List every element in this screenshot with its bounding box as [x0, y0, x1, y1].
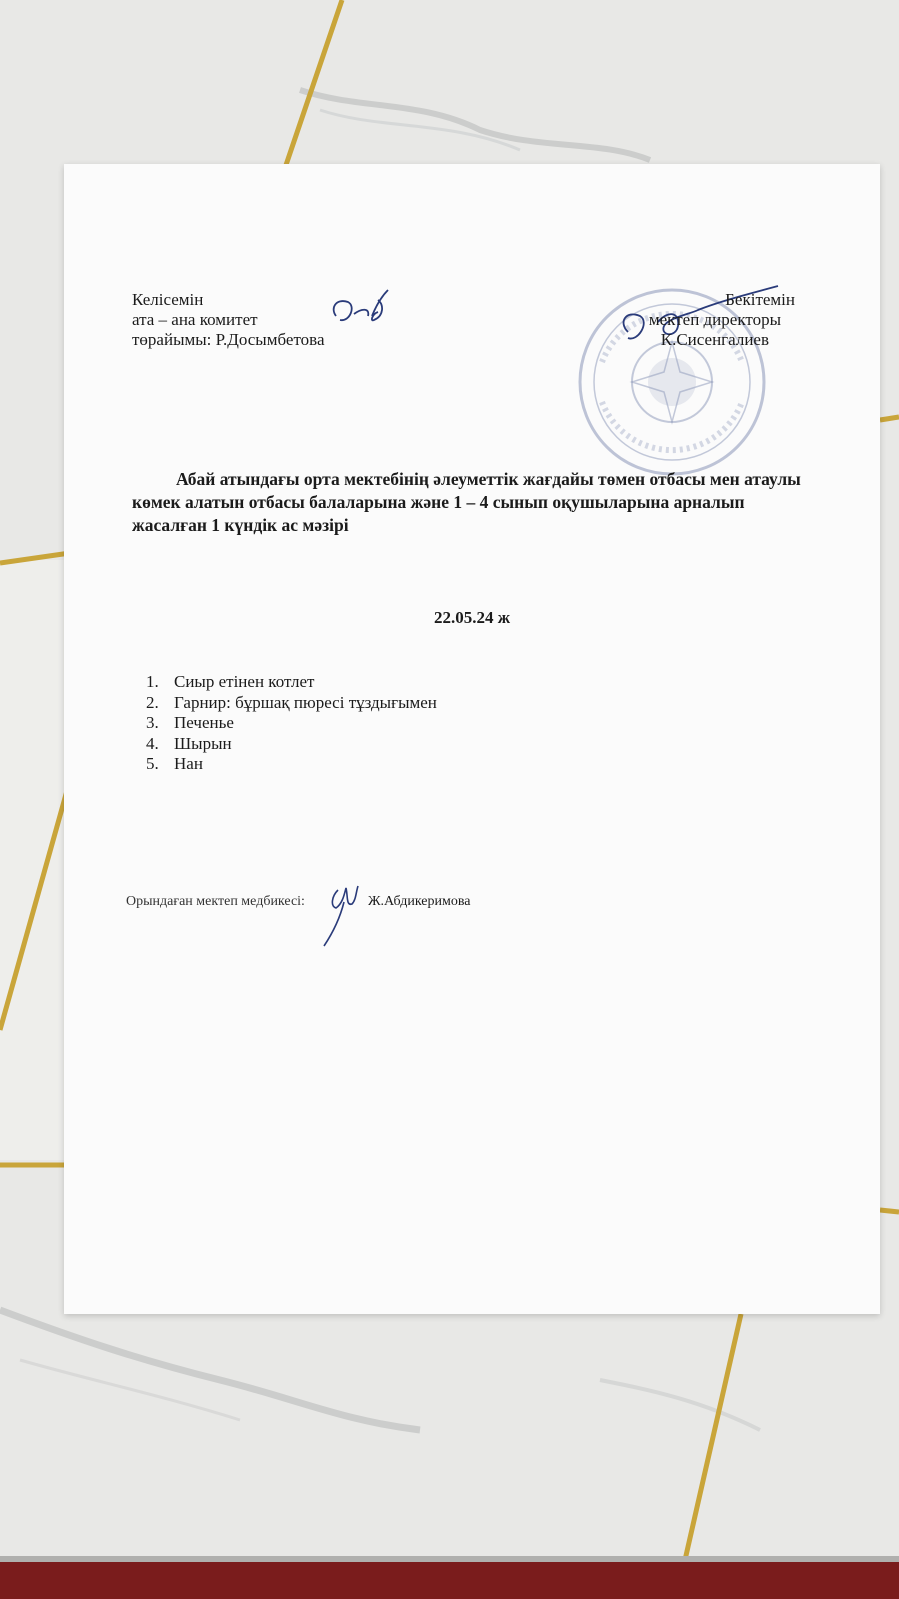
- approval-right-line2: мектеп директоры: [648, 310, 781, 329]
- approval-left-line3: төрайымы: Р.Досымбетова: [132, 330, 325, 349]
- list-item-number: 3.: [146, 713, 159, 732]
- approval-left-line1: Келісемін: [132, 290, 204, 309]
- list-item-text: Гарнир: бұршақ пюресі тұздығымен: [174, 692, 437, 712]
- list-item-number: 2.: [146, 692, 159, 712]
- list-item-text: Шырын: [174, 733, 232, 753]
- document-date: 22.05.24 ж: [433, 608, 511, 627]
- list-item-text: Печенье: [174, 713, 234, 732]
- committee-signature: [326, 286, 398, 330]
- executor-name: Ж.Абдикеримова: [368, 894, 471, 909]
- list-item-number: 1.: [146, 672, 159, 691]
- executor-label: Орындаған мектеп медбикесі:: [126, 894, 305, 909]
- document-title: [132, 468, 822, 537]
- approval-block-right: [649, 290, 795, 350]
- list-item-text: Нан: [174, 754, 203, 773]
- list-item-number: 5.: [146, 754, 159, 773]
- list-item: [146, 693, 437, 714]
- approval-block-left: [132, 290, 325, 350]
- approval-left-line2: ата – ана комитет: [132, 310, 258, 329]
- approval-right-line1: Бекітемін: [725, 290, 795, 309]
- nurse-signature: [318, 882, 368, 952]
- document-title-text: Абай атындағы орта мектебінің әлеуметтік жағдайы төмен отбасы мен атаулы көмек алатын отбасы балаларына және 1 – 4 сынып оқушыларына арналып жасалған 1 күндік ас мәзірі: [132, 469, 801, 535]
- document-sheet: [64, 164, 880, 1314]
- list-item-number: 4.: [146, 733, 159, 753]
- menu-list: [146, 672, 437, 775]
- list-item: [146, 734, 437, 755]
- list-item-text: Сиыр етінен котлет: [174, 672, 315, 691]
- list-item: [146, 713, 437, 734]
- approval-right-line3: К.Сисенгалиев: [660, 330, 769, 349]
- list-item: [146, 672, 437, 693]
- list-item: [146, 754, 437, 775]
